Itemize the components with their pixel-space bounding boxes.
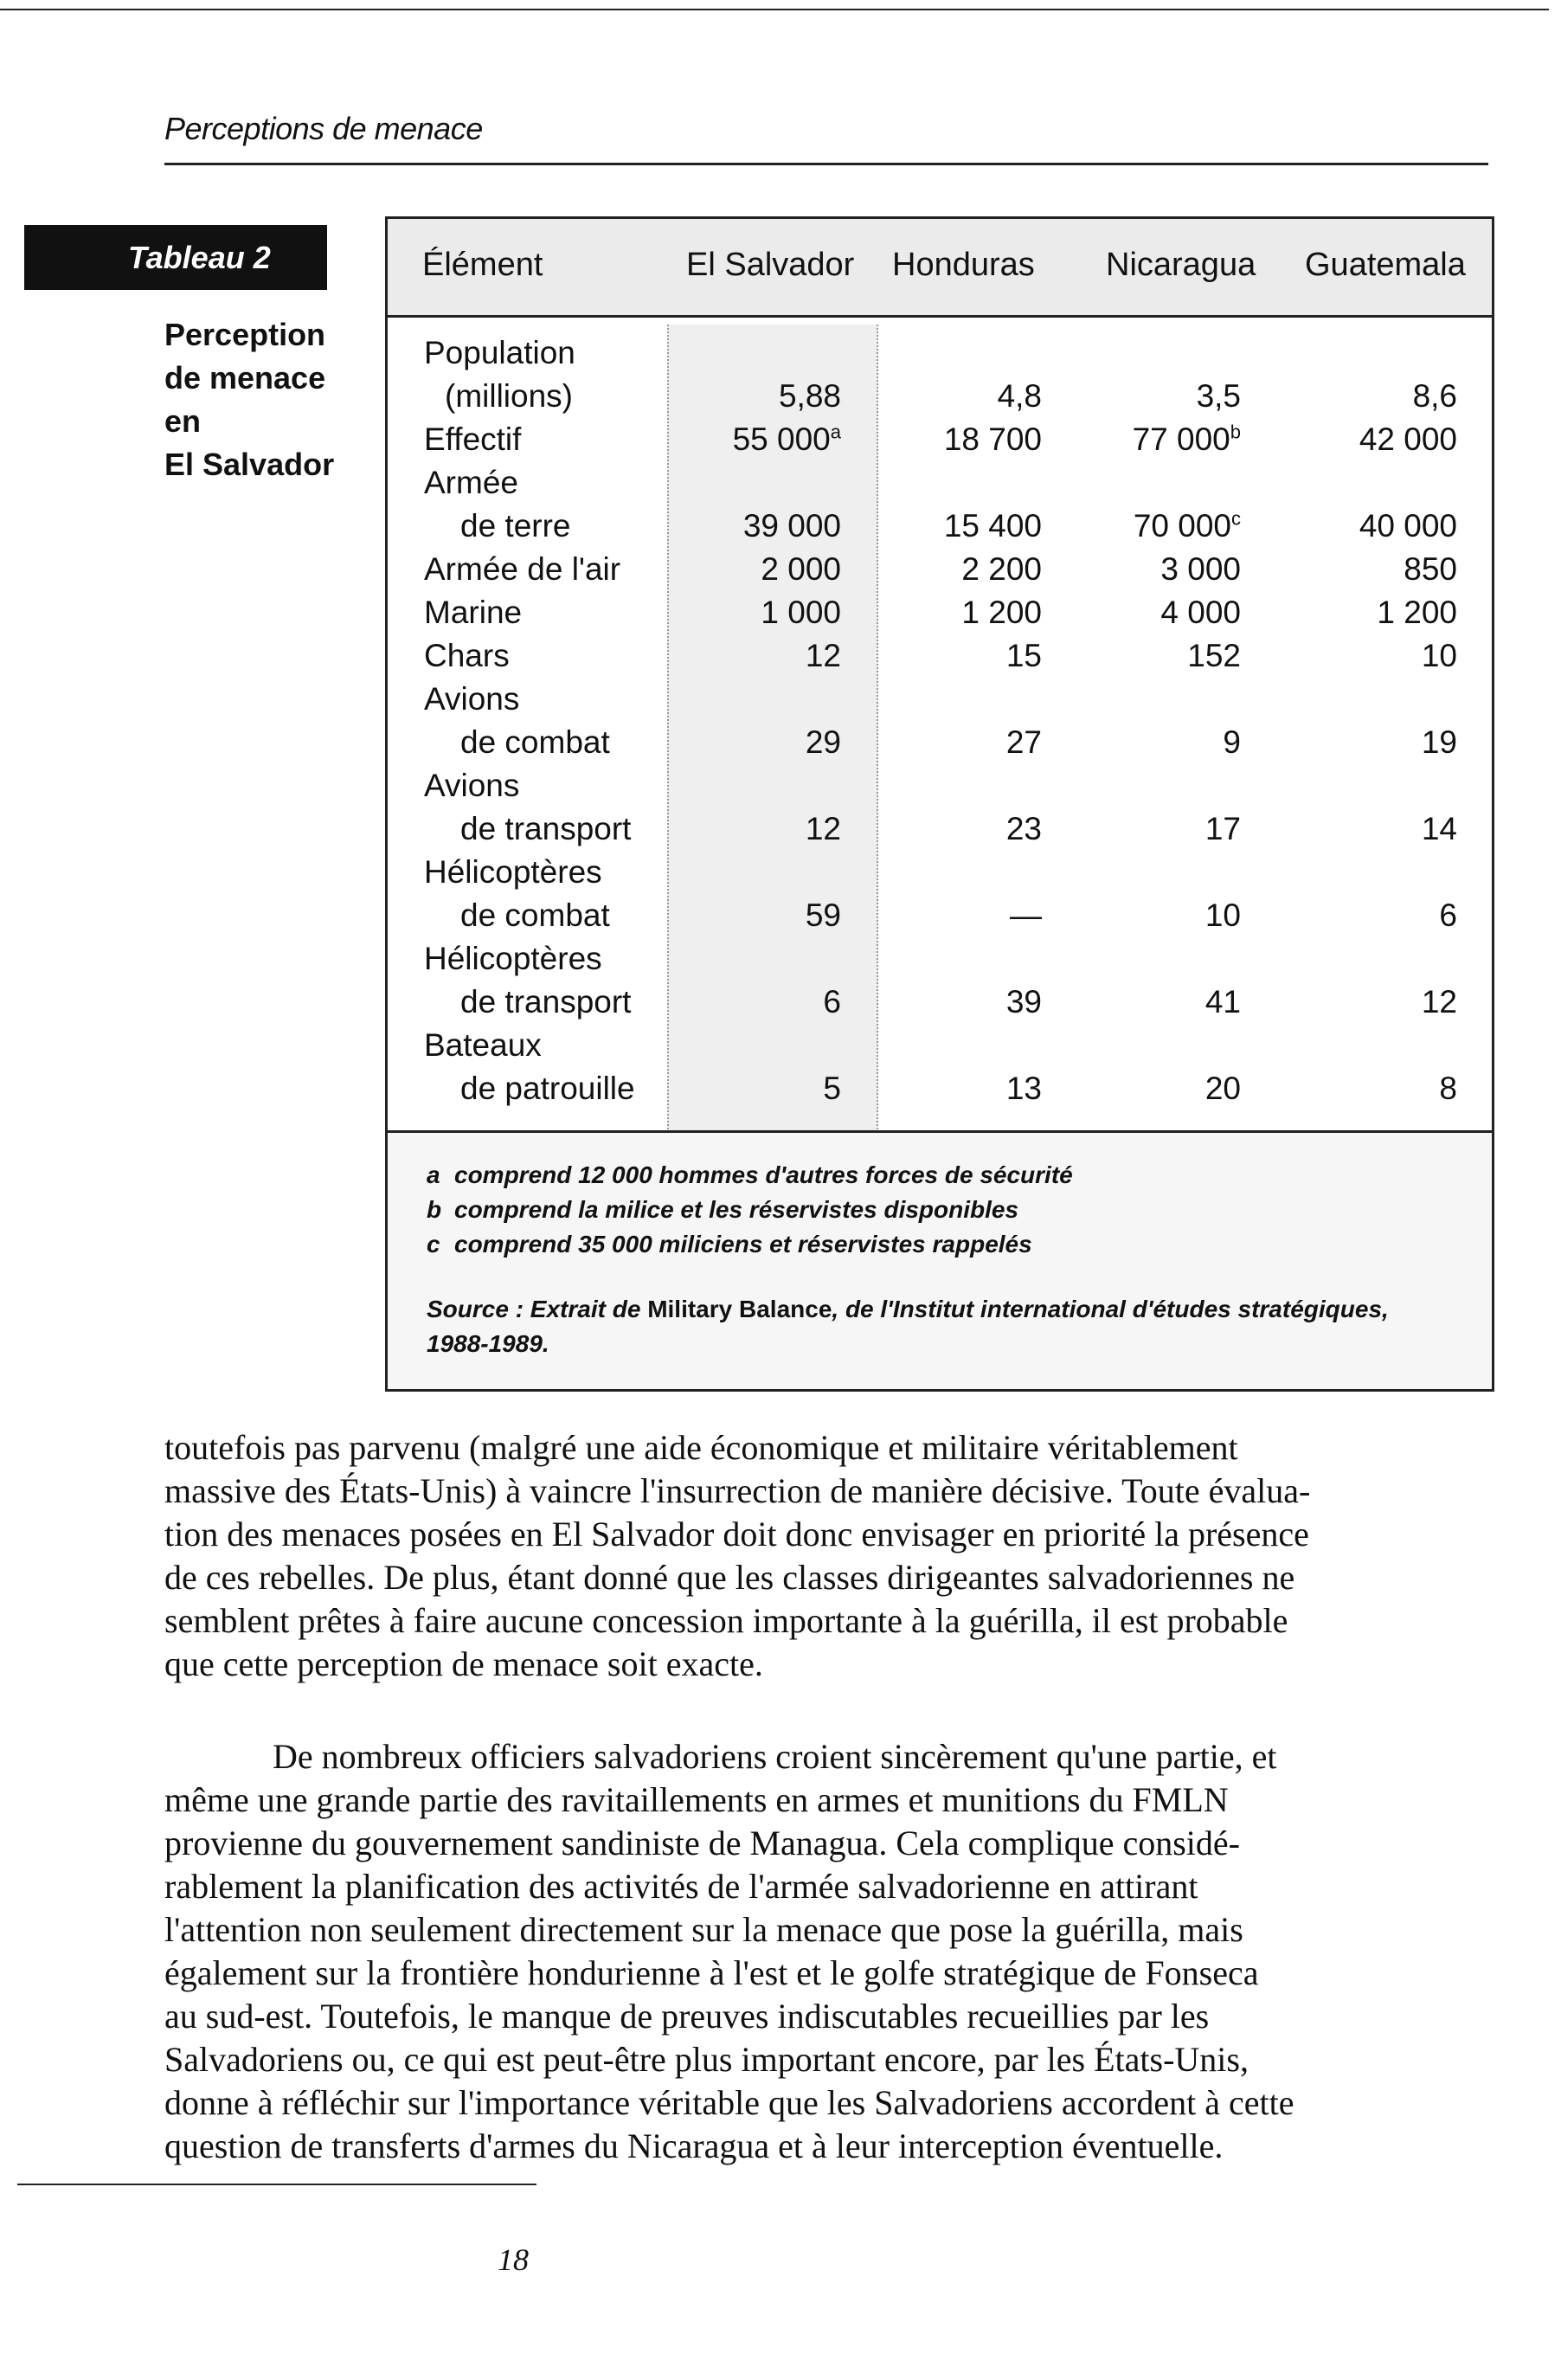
cell-el-salvador: 59: [805, 897, 841, 933]
cell-nicaragua: 77 000$^b$: [1132, 421, 1241, 457]
table-row: [388, 851, 1492, 937]
cell-honduras: 27: [1005, 724, 1042, 760]
cell-honduras: 1 200: [961, 595, 1042, 630]
cell-guatemala: 40 000: [1359, 508, 1457, 544]
cell-el-salvador: 6: [823, 984, 841, 1020]
cell-el-salvador: 1 000: [761, 595, 841, 630]
side-title-line: en: [164, 403, 202, 439]
row-label: Avions: [424, 768, 520, 803]
footnote-marker: a: [830, 421, 841, 443]
table-row: [388, 548, 1492, 591]
cell-el-salvador: 5: [823, 1071, 841, 1106]
footnote-marker: b: [1230, 421, 1241, 443]
body-paragraph-2: De nombreux officiers salvadoriens croient sincèrement qu'une partie, et même une grande partie des ravitaillements en armes et munitions du FMLN provienne du gouvernement sandiniste de Managua. Cela complique considé- rablement la planification des activités de l'armée salvadorienne en attirant l'attention non seulement directement sur la menace que pose la guérilla, mais également sur la frontière hondurienne à l'est et le golfe stratégique de Fonseca au sud-est. Toutefois, le manque de preuves indiscutables recueillies par les Salvadoriens ou, ce qui est peut-être plus important encore, par les États-Unis, donne à réfléchir sur l'importance véritable que les Salvadoriens accordent à cette question de transferts d'armes du Nicaragua et à leur interception éventuelle.: [164, 1737, 1294, 2165]
cell-guatemala: 12: [1421, 984, 1457, 1020]
side-title-line: Perception: [164, 317, 326, 352]
cell-nicaragua: 9: [1223, 724, 1241, 760]
header-nicaragua: Nicaragua: [1106, 247, 1256, 283]
cell-nicaragua: 20: [1204, 1071, 1241, 1106]
header-honduras: Honduras: [892, 247, 1035, 283]
header-element: Élément: [422, 247, 543, 283]
cell-nicaragua: 152: [1187, 638, 1241, 673]
cell-guatemala: 8,6: [1412, 378, 1457, 414]
table-row: [388, 678, 1492, 764]
row-label-sub: de patrouille: [460, 1071, 635, 1106]
cell-honduras: 15 400: [943, 508, 1042, 544]
cell-honduras: 13: [1005, 1071, 1042, 1106]
table-body: [388, 331, 1492, 1110]
cell-guatemala: 6: [1439, 897, 1457, 933]
cell-el-salvador: 12: [805, 811, 841, 846]
cell-guatemala: 1 200: [1377, 595, 1457, 630]
cell-guatemala: 19: [1421, 724, 1457, 760]
cell-nicaragua: 70 000$^c$: [1133, 507, 1241, 544]
cell-guatemala: 42 000: [1359, 421, 1457, 457]
cell-guatemala: 14: [1421, 811, 1457, 846]
data-table: [385, 216, 1494, 1392]
table-footnotes: [427, 1158, 1465, 1262]
row-label: Population: [424, 335, 575, 370]
footnote: b comprend la milice et les réservistes disponibles: [427, 1196, 1019, 1223]
cell-honduras: —: [1010, 897, 1042, 933]
cell-honduras: 18 700: [943, 421, 1042, 457]
cell-guatemala: 10: [1421, 638, 1457, 673]
row-label-sub: de combat: [460, 724, 610, 760]
table-label: Tableau 2: [24, 225, 327, 290]
row-label: Armée de l'air: [424, 551, 621, 587]
body-paragraph-1: toutefois pas parvenu (malgré une aide économique et militaire véritablement massive des États-Unis) à vaincre l'insurrection de manière décisive. Toute évalua- tion des menaces posées en El Salvador doit donc envisager en priorité la présence de ces rebelles. De plus, étant donné que les classes dirigeantes salvadoriennes ne semblent prêtes à faire aucune concession importante à la guérilla, il est probable que cette perception de menace soit exacte.: [164, 1428, 1311, 1683]
cell-nicaragua: 41: [1204, 984, 1241, 1020]
header-guatemala: Guatemala: [1305, 247, 1466, 283]
row-label: Armée: [424, 465, 518, 500]
cell-el-salvador: 55 000$^a$: [732, 421, 841, 457]
row-label-sub: de combat: [460, 897, 610, 933]
table-side-title: [164, 313, 372, 486]
top-border-line: [0, 9, 1549, 10]
footnote-marker: c: [1231, 507, 1241, 530]
row-label: Effectif: [424, 421, 522, 457]
row-label: Avions: [424, 681, 520, 717]
cell-guatemala: 850: [1404, 551, 1457, 587]
header-el-salvador: El Salvador: [686, 247, 855, 283]
row-label: Hélicoptères: [424, 854, 602, 890]
cell-el-salvador: 39 000: [742, 508, 841, 544]
source-years: 1988-1989.: [427, 1330, 549, 1357]
table-row: [388, 634, 1492, 678]
cell-honduras: 39: [1005, 984, 1042, 1020]
table-row: [388, 418, 1492, 461]
cell-nicaragua: 17: [1204, 811, 1241, 846]
cell-el-salvador: 5,88: [778, 378, 841, 414]
row-label: Hélicoptères: [424, 941, 602, 976]
cell-honduras: 4,8: [997, 378, 1042, 414]
running-header: Perceptions de menace: [164, 111, 483, 146]
row-label-sub: de transport: [460, 984, 632, 1020]
row-label: Bateaux: [424, 1027, 542, 1063]
row-label: Marine: [424, 595, 523, 630]
table-row: [388, 461, 1492, 548]
cell-nicaragua: 4 000: [1160, 595, 1241, 630]
table-row: [388, 937, 1492, 1024]
cell-el-salvador: 2 000: [761, 551, 841, 587]
source-title: Military Balance: [647, 1296, 832, 1322]
footnote: c comprend 35 000 miliciens et réservistes rappelés: [427, 1231, 1032, 1258]
table-source: Source : Extrait de Military Balance, de l'Institut international d'études stratégiques, 1988-1989.: [427, 1296, 1389, 1357]
cell-nicaragua: 3 000: [1160, 551, 1241, 587]
footer-rule: [17, 2184, 536, 2185]
table-row: [388, 591, 1492, 634]
footnote: a comprend 12 000 hommes d'autres forces de sécurité: [427, 1161, 1073, 1188]
table-row: [388, 331, 1492, 418]
table-row: [388, 1024, 1492, 1110]
row-label-sub: de terre: [460, 508, 571, 544]
cell-el-salvador: 12: [805, 638, 841, 673]
page-number: 18: [498, 2242, 529, 2277]
cell-nicaragua: 3,5: [1196, 378, 1241, 414]
table-row: [388, 764, 1492, 851]
cell-honduras: 23: [1005, 811, 1042, 846]
cell-honduras: 2 200: [961, 551, 1042, 587]
cell-el-salvador: 29: [805, 724, 841, 760]
side-title-line: El Salvador: [164, 447, 335, 482]
cell-nicaragua: 10: [1204, 897, 1241, 933]
table-header: [388, 219, 1492, 318]
cell-guatemala: 8: [1439, 1071, 1457, 1106]
side-title-line: de menace: [164, 360, 326, 396]
row-label: Chars: [424, 638, 510, 673]
row-label-sub: (millions): [445, 378, 573, 414]
row-label-sub: de transport: [460, 811, 632, 846]
header-rule: [164, 163, 1488, 165]
cell-honduras: 15: [1005, 638, 1042, 673]
